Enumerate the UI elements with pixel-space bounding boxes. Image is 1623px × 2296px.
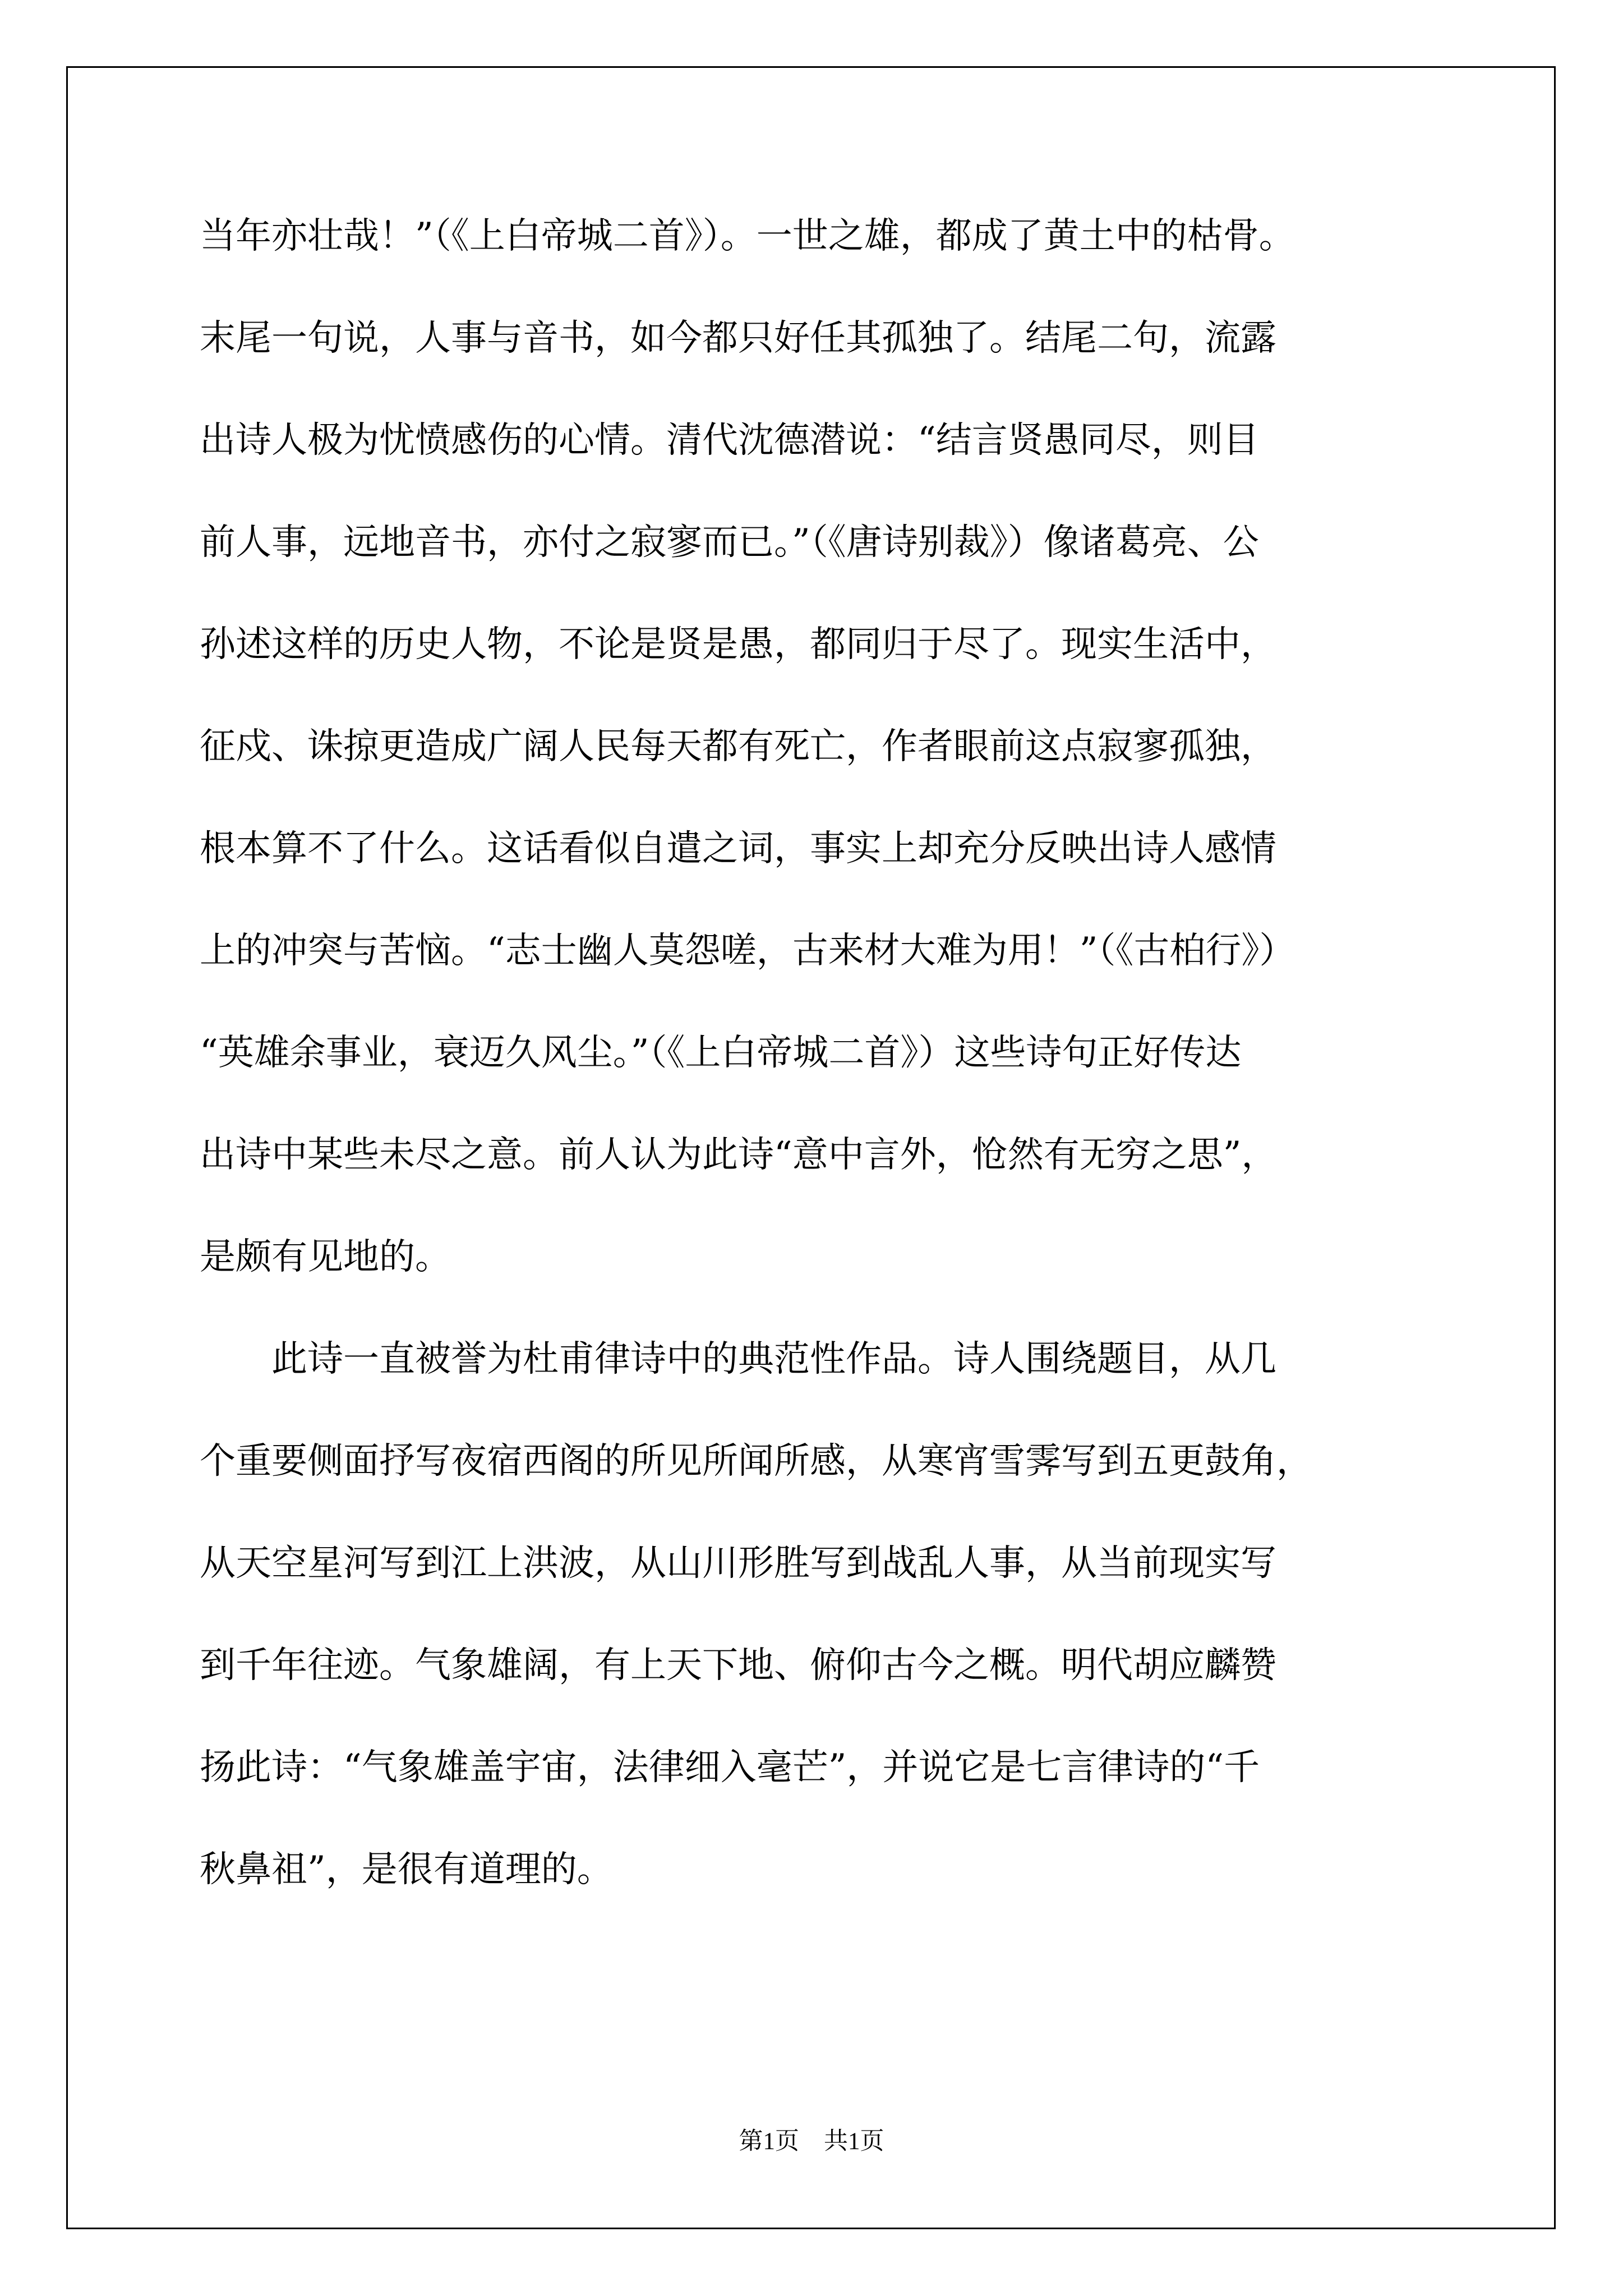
text-line: 扬此诗：“气象雄盖宇宙，法律细入毫芒”，并说它是七言律诗的“千 — [200, 1747, 1260, 1788]
text-line: 当年亦壮哉！”（《上白帝城二首》）。一世之雄，都成了黄土中的枯骨。 — [200, 215, 1295, 257]
text-line: 征戍、诛掠更造成广阔人民每天都有死亡，作者眼前这点寂寥孤独， — [200, 726, 1276, 767]
text-line: 从天空星河写到江上洪波，从山川形胜写到战乱人事，从当前现实写 — [200, 1543, 1276, 1584]
text-line: 孙述这样的历史人物，不论是贤是愚，都同归于尽了。现实生活中， — [200, 624, 1276, 665]
page-number-total: 共1页 — [824, 2128, 884, 2155]
text-line: 上的冲突与苦恼。“志士幽人莫怨嗟，古来材大难为用！”（《古柏行》） — [200, 930, 1295, 972]
document-body — [200, 209, 1450, 1944]
text-line: 前人事，远地音书，亦付之寂寥而已。”（《唐诗别裁》）像诸葛亮、公 — [200, 522, 1259, 563]
text-line: 个重要侧面抒写夜宿西阁的所见所闻所感，从寒宵雪霁写到五更鼓角， — [200, 1441, 1312, 1482]
paragraph-start-line: 此诗一直被誉为杜甫律诗中的典范性作品。诗人围绕题目，从几 — [271, 1338, 1276, 1380]
text-line: “英雄余事业，衰迈久风尘。”（《上白帝城二首》）这些诗句正好传达 — [200, 1032, 1242, 1074]
page-footer — [0, 2125, 1623, 2159]
text-line: 是颇有见地的。 — [200, 1236, 451, 1278]
page-number-current: 第1页 — [739, 2128, 799, 2155]
text-line: 根本算不了什么。这话看似自遣之词，事实上却充分反映出诗人感情 — [200, 828, 1276, 869]
text-line: 出诗人极为忧愤感伤的心情。清代沈德潜说：“结言贤愚同尽，则目 — [200, 420, 1259, 461]
text-line: 到千年往迹。气象雄阔，有上天下地、俯仰古今之概。明代胡应麟赞 — [200, 1645, 1276, 1686]
text-line: 出诗中某些未尽之意。前人认为此诗“意中言外，怆然有无穷之思”， — [200, 1134, 1278, 1176]
text-line: 秋鼻祖”，是很有道理的。 — [200, 1849, 613, 1890]
text-line: 末尾一句说，人事与音书，如今都只好任其孤独了。结尾二句，流露 — [200, 318, 1276, 359]
